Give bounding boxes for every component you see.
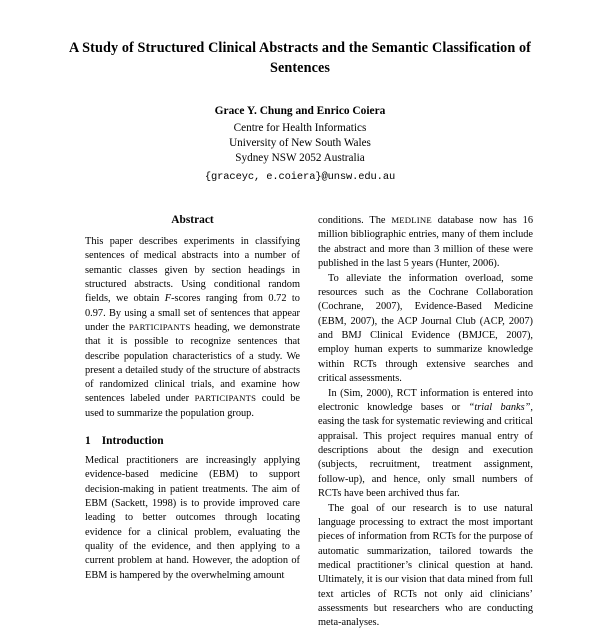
affiliation-line-3: Sydney NSW 2052 Australia: [235, 152, 365, 165]
section-title: Introduction: [101, 435, 164, 448]
author-names: Grace Y. Chung and Enrico Coiera: [214, 105, 386, 118]
right-paragraph-3: [318, 387, 533, 502]
smallcaps-participants-1: PARTICIPANTS: [128, 321, 191, 332]
abstract-heading: Abstract: [171, 214, 214, 226]
two-column-body: [0, 214, 600, 631]
section-heading-introduction: [85, 435, 300, 447]
right-paragraph-1: [318, 214, 533, 271]
affiliation-line-1: Centre for Health Informatics: [233, 121, 367, 134]
affiliation-line-2: University of New South Wales: [229, 137, 371, 150]
author-block: [66, 104, 534, 183]
right-text-1b: database now has 16 million bibliographic entries, many of them include the abstract and more than 3 million of these were published in the last 5 years (Hunter, 2006).: [318, 215, 534, 269]
trial-banks-italic: “trial banks”: [468, 402, 531, 414]
right-text-3a: In (Sim, 2000), RCT information is entered into electronic knowledge bases or: [318, 387, 533, 414]
abstract-text-2: -scores ranging from 0.72 to 0.97. By using a small set of sentences that appear under the: [85, 293, 300, 333]
right-paragraph-4: The goal of our research is to use natural language processing to extract the most important pieces of information from RCTs for the purpose of automatic summarization, tailored towards the medical practitioner’s clinical question at hand. Ultimately, it is our vision that data mined from full text articles of RCTs not only aid clinicians’ assessments but researchers who are conducting meta-analyses.: [318, 502, 533, 629]
title-block: [0, 0, 600, 184]
smallcaps-participants-2: PARTICIPANTS: [194, 393, 257, 404]
abstract-text-1: This paper describes experiments in classifying sentences of medical abstracts into a number of semantic classes given by section headings in structured abstracts. Using conditional random fields, we obtain: [85, 236, 300, 305]
abstract-text-4: could be used to summarize the population group.: [85, 393, 300, 419]
right-text-1a: conditions. The: [318, 215, 392, 226]
right-paragraph-2: To alleviate the information overload, some resources such as the Cochrane Collaboration (Cochrane, 2007), Evidence-Based Medicine (EBM, 2007), the ACP Journal Club (ACP, 2007) and BMJ Clinical Evidence (BMJCE, 2007), employ human experts to summarize knowledge within RCTs through extensive searches and critical assessments.: [318, 272, 533, 384]
author-email: {graceyc, e.coiera}@unsw.edu.au: [204, 170, 396, 183]
right-column: [318, 214, 533, 631]
section-number: 1: [85, 435, 91, 448]
left-column: [85, 214, 300, 631]
right-text-3b: , easing the task for systematic reviewing and critical appraisal. This project requires manual entry of descriptions about the design and execution (subjects, recruitment, treatment assignment, follow-up), and hence, only small numbers of RCTs have been archived thus far.: [318, 402, 533, 499]
smallcaps-medline: MEDLINE: [391, 215, 432, 225]
abstract-text-3: heading, we demonstrate that it is possible to recognize sentences that describe population characteristics of a study. We present a detailed study of the structure of abstracts of randomized clinical trials, and examine how sentences labeled under: [85, 321, 300, 405]
f-score-symbol: F: [164, 293, 172, 305]
page-title: A Study of Structured Clinical Abstracts and the Semantic Classification of Sentences: [68, 40, 532, 77]
abstract-paragraph: [85, 235, 300, 421]
introduction-paragraph-1: Medical practitioners are increasingly applying evidence-based medicine (EBM) to support decision-making in patient treatments. The aim of EBM (Sackett, 1998) is to provide improved care leading to better outcomes through locating evidence for a clinical problem, evaluating the quality of the evidence, and then applying to a current problem at hand. However, the adoption of EBM is hampered by the overwhelming amount: [85, 455, 300, 581]
